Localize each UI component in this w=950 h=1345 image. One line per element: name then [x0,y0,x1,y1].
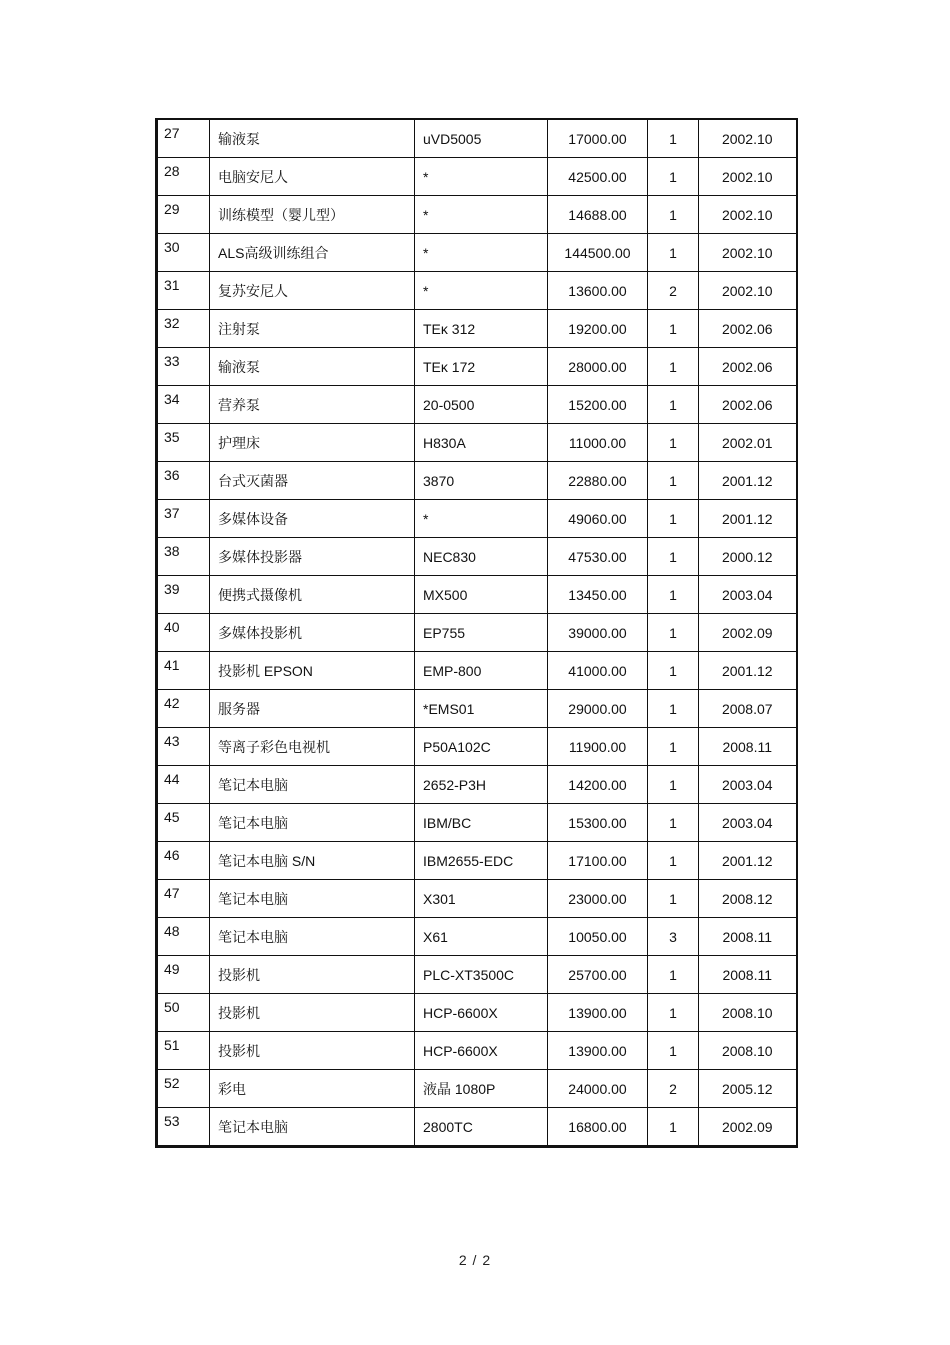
quantity-cell: 2 [648,1070,699,1108]
table-row [157,234,797,272]
model-number-cell: EP755 [415,614,548,652]
table-row [157,310,797,348]
row-number-cell: 48 [157,918,210,956]
table-row [157,652,797,690]
unit-price-cell: 47530.00 [548,538,648,576]
quantity-cell: 1 [648,880,699,918]
quantity-cell: 1 [648,576,699,614]
unit-price-cell: 28000.00 [548,348,648,386]
row-number-cell: 41 [157,652,210,690]
purchase-date-cell: 2002.01 [699,424,797,462]
model-number-cell: 3870 [415,462,548,500]
purchase-date-cell: 2003.04 [699,804,797,842]
table-row [157,918,797,956]
equipment-name-cell: 笔记本电脑 [210,804,415,842]
row-number-cell: 44 [157,766,210,804]
unit-price-cell: 17000.00 [548,119,648,158]
table-row [157,842,797,880]
quantity-cell: 1 [648,652,699,690]
equipment-name-cell: 等离子彩色电视机 [210,728,415,766]
row-number-cell: 33 [157,348,210,386]
quantity-cell: 1 [648,1108,699,1147]
table-row [157,614,797,652]
model-number-cell: MX500 [415,576,548,614]
quantity-cell: 1 [648,766,699,804]
row-number-cell: 31 [157,272,210,310]
model-number-cell: * [415,500,548,538]
table-row [157,804,797,842]
unit-price-cell: 14200.00 [548,766,648,804]
table-row [157,690,797,728]
purchase-date-cell: 2008.07 [699,690,797,728]
table-row [157,538,797,576]
table-row [157,462,797,500]
equipment-name-cell: 投影机 [210,956,415,994]
model-number-cell: 液晶 1080P [415,1070,548,1108]
unit-price-cell: 24000.00 [548,1070,648,1108]
row-number-cell: 49 [157,956,210,994]
equipment-name-cell: 笔记本电脑 [210,918,415,956]
row-number-cell: 38 [157,538,210,576]
table-row [157,196,797,234]
model-number-cell: * [415,234,548,272]
model-number-cell: EMP-800 [415,652,548,690]
purchase-date-cell: 2008.10 [699,1032,797,1070]
equipment-name-cell: 服务器 [210,690,415,728]
quantity-cell: 1 [648,119,699,158]
row-number-cell: 50 [157,994,210,1032]
equipment-name-cell: 营养泵 [210,386,415,424]
unit-price-cell: 22880.00 [548,462,648,500]
equipment-name-cell: 护理床 [210,424,415,462]
row-number-cell: 46 [157,842,210,880]
quantity-cell: 1 [648,614,699,652]
table-body [157,119,797,1147]
row-number-cell: 28 [157,158,210,196]
quantity-cell: 1 [648,386,699,424]
row-number-cell: 35 [157,424,210,462]
unit-price-cell: 19200.00 [548,310,648,348]
row-number-cell: 40 [157,614,210,652]
row-number-cell: 45 [157,804,210,842]
quantity-cell: 1 [648,424,699,462]
purchase-date-cell: 2002.10 [699,119,797,158]
table-row [157,119,797,158]
unit-price-cell: 42500.00 [548,158,648,196]
unit-price-cell: 13900.00 [548,1032,648,1070]
unit-price-cell: 11900.00 [548,728,648,766]
model-number-cell: 20-0500 [415,386,548,424]
model-number-cell: HCP-6600X [415,1032,548,1070]
unit-price-cell: 14688.00 [548,196,648,234]
quantity-cell: 2 [648,272,699,310]
purchase-date-cell: 2008.11 [699,728,797,766]
quantity-cell: 1 [648,994,699,1032]
equipment-name-cell: 注射泵 [210,310,415,348]
table-row [157,576,797,614]
model-number-cell: X61 [415,918,548,956]
equipment-name-cell: 复苏安尼人 [210,272,415,310]
equipment-name-cell: 多媒体设备 [210,500,415,538]
quantity-cell: 1 [648,690,699,728]
model-number-cell: IBM2655-EDC [415,842,548,880]
row-number-cell: 39 [157,576,210,614]
purchase-date-cell: 2002.06 [699,348,797,386]
quantity-cell: 3 [648,918,699,956]
model-number-cell: 2652-P3H [415,766,548,804]
equipment-name-cell: 电脑安尼人 [210,158,415,196]
quantity-cell: 1 [648,158,699,196]
purchase-date-cell: 2003.04 [699,766,797,804]
table-row [157,158,797,196]
unit-price-cell: 41000.00 [548,652,648,690]
model-number-cell: P50A102C [415,728,548,766]
purchase-date-cell: 2002.09 [699,1108,797,1147]
row-number-cell: 27 [157,119,210,158]
purchase-date-cell: 2005.12 [699,1070,797,1108]
row-number-cell: 36 [157,462,210,500]
purchase-date-cell: 2001.12 [699,500,797,538]
equipment-name-cell: 训练模型（婴儿型） [210,196,415,234]
equipment-name-cell: 多媒体投影器 [210,538,415,576]
unit-price-cell: 15300.00 [548,804,648,842]
row-number-cell: 37 [157,500,210,538]
model-number-cell: TEĸ 172 [415,348,548,386]
equipment-name-cell: 笔记本电脑 S/N [210,842,415,880]
equipment-name-cell: 台式灭菌器 [210,462,415,500]
equipment-name-cell: 投影机 [210,1032,415,1070]
row-number-cell: 29 [157,196,210,234]
quantity-cell: 1 [648,234,699,272]
purchase-date-cell: 2001.12 [699,842,797,880]
unit-price-cell: 49060.00 [548,500,648,538]
purchase-date-cell: 2008.12 [699,880,797,918]
page-number: 2 / 2 [458,1252,492,1268]
table-row [157,500,797,538]
model-number-cell: *EMS01 [415,690,548,728]
quantity-cell: 1 [648,538,699,576]
quantity-cell: 1 [648,842,699,880]
unit-price-cell: 15200.00 [548,386,648,424]
equipment-name-cell: ALS高级训练组合 [210,234,415,272]
unit-price-cell: 17100.00 [548,842,648,880]
model-number-cell: * [415,196,548,234]
row-number-cell: 43 [157,728,210,766]
quantity-cell: 1 [648,500,699,538]
row-number-cell: 47 [157,880,210,918]
quantity-cell: 1 [648,804,699,842]
unit-price-cell: 23000.00 [548,880,648,918]
purchase-date-cell: 2002.10 [699,196,797,234]
equipment-name-cell: 多媒体投影机 [210,614,415,652]
model-number-cell: uVD5005 [415,119,548,158]
equipment-name-cell: 笔记本电脑 [210,766,415,804]
purchase-date-cell: 2008.11 [699,956,797,994]
equipment-name-cell: 输液泵 [210,119,415,158]
purchase-date-cell: 2002.10 [699,272,797,310]
equipment-name-cell: 投影机 [210,994,415,1032]
table-row [157,1070,797,1108]
purchase-date-cell: 2002.06 [699,386,797,424]
table-row [157,272,797,310]
purchase-date-cell: 2001.12 [699,462,797,500]
purchase-date-cell: 2002.10 [699,234,797,272]
purchase-date-cell: 2002.06 [699,310,797,348]
quantity-cell: 1 [648,310,699,348]
model-number-cell: IBM/BC [415,804,548,842]
row-number-cell: 42 [157,690,210,728]
model-number-cell: 2800TC [415,1108,548,1147]
equipment-name-cell: 笔记本电脑 [210,880,415,918]
table-row [157,880,797,918]
row-number-cell: 51 [157,1032,210,1070]
unit-price-cell: 25700.00 [548,956,648,994]
quantity-cell: 1 [648,728,699,766]
equipment-name-cell: 笔记本电脑 [210,1108,415,1147]
table-row [157,1108,797,1147]
row-number-cell: 34 [157,386,210,424]
unit-price-cell: 13600.00 [548,272,648,310]
equipment-name-cell: 便携式摄像机 [210,576,415,614]
table-row [157,1032,797,1070]
row-number-cell: 30 [157,234,210,272]
quantity-cell: 1 [648,196,699,234]
model-number-cell: H830A [415,424,548,462]
unit-price-cell: 13450.00 [548,576,648,614]
quantity-cell: 1 [648,462,699,500]
unit-price-cell: 13900.00 [548,994,648,1032]
quantity-cell: 1 [648,1032,699,1070]
model-number-cell: PLC-XT3500C [415,956,548,994]
model-number-cell: * [415,272,548,310]
table-row [157,386,797,424]
unit-price-cell: 39000.00 [548,614,648,652]
row-number-cell: 32 [157,310,210,348]
model-number-cell: X301 [415,880,548,918]
purchase-date-cell: 2008.11 [699,918,797,956]
table-row [157,956,797,994]
quantity-cell: 1 [648,956,699,994]
purchase-date-cell: 2002.09 [699,614,797,652]
purchase-date-cell: 2003.04 [699,576,797,614]
purchase-date-cell: 2008.10 [699,994,797,1032]
row-number-cell: 53 [157,1108,210,1147]
equipment-name-cell: 投影机 EPSON [210,652,415,690]
purchase-date-cell: 2002.10 [699,158,797,196]
model-number-cell: NEC830 [415,538,548,576]
equipment-table [155,118,798,1148]
unit-price-cell: 10050.00 [548,918,648,956]
equipment-name-cell: 彩电 [210,1070,415,1108]
unit-price-cell: 29000.00 [548,690,648,728]
model-number-cell: HCP-6600X [415,994,548,1032]
unit-price-cell: 11000.00 [548,424,648,462]
table-row [157,994,797,1032]
unit-price-cell: 144500.00 [548,234,648,272]
purchase-date-cell: 2001.12 [699,652,797,690]
row-number-cell: 52 [157,1070,210,1108]
model-number-cell: * [415,158,548,196]
model-number-cell: TEĸ 312 [415,310,548,348]
unit-price-cell: 16800.00 [548,1108,648,1147]
purchase-date-cell: 2000.12 [699,538,797,576]
table-row [157,424,797,462]
equipment-name-cell: 输液泵 [210,348,415,386]
quantity-cell: 1 [648,348,699,386]
table-row [157,348,797,386]
table-row [157,728,797,766]
table-row [157,766,797,804]
